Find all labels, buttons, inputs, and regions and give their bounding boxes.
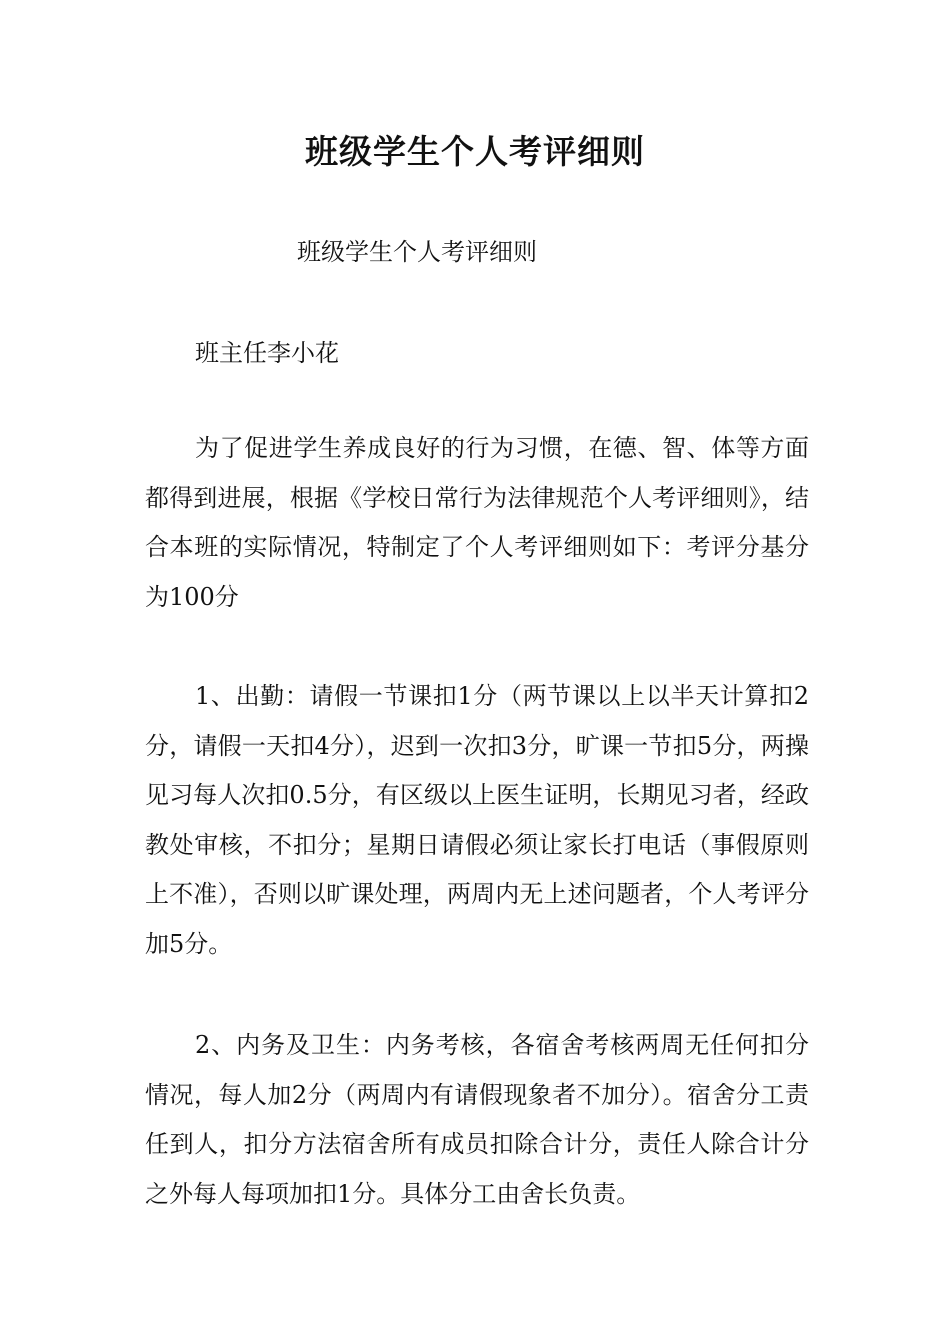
attendance-paragraph: 1、出勤：请假一节课扣1分（两节课以上以半天计算扣2分，请假一天扣4分），迟到一次扣3分，旷课一节扣5分，两操见习每人次扣0.5分，有区级以上医生证明，长期见习者，经政教处审核，不扣分；星期日请假必须让家长打电话（事假原则上不准），否则以旷课处理，两周内无上述问题者，个人考评分加5分。: [145, 682, 809, 958]
document-title: 班级学生个人考评细则: [305, 132, 645, 171]
intro-paragraph: 为了促进学生养成良好的行为习惯，在德、智、体等方面都得到进展，根据《学校日常行为法律规范个人考评细则》，结合本班的实际情况，特制定了个人考评细则如下：考评分基分为100分: [145, 434, 809, 611]
document-subtitle: 班级学生个人考评细则: [297, 238, 537, 266]
author-line: 班主任李小花: [195, 339, 339, 367]
hygiene-paragraph: 2、内务及卫生：内务考核，各宿舍考核两周无任何扣分情况，每人加2分（两周内有请假现象者不加分）。宿舍分工责任到人，扣分方法宿舍所有成员扣除合计分，责任人除合计分之外每人每项加扣1分。具体分工由舍长负责。: [145, 1031, 809, 1208]
